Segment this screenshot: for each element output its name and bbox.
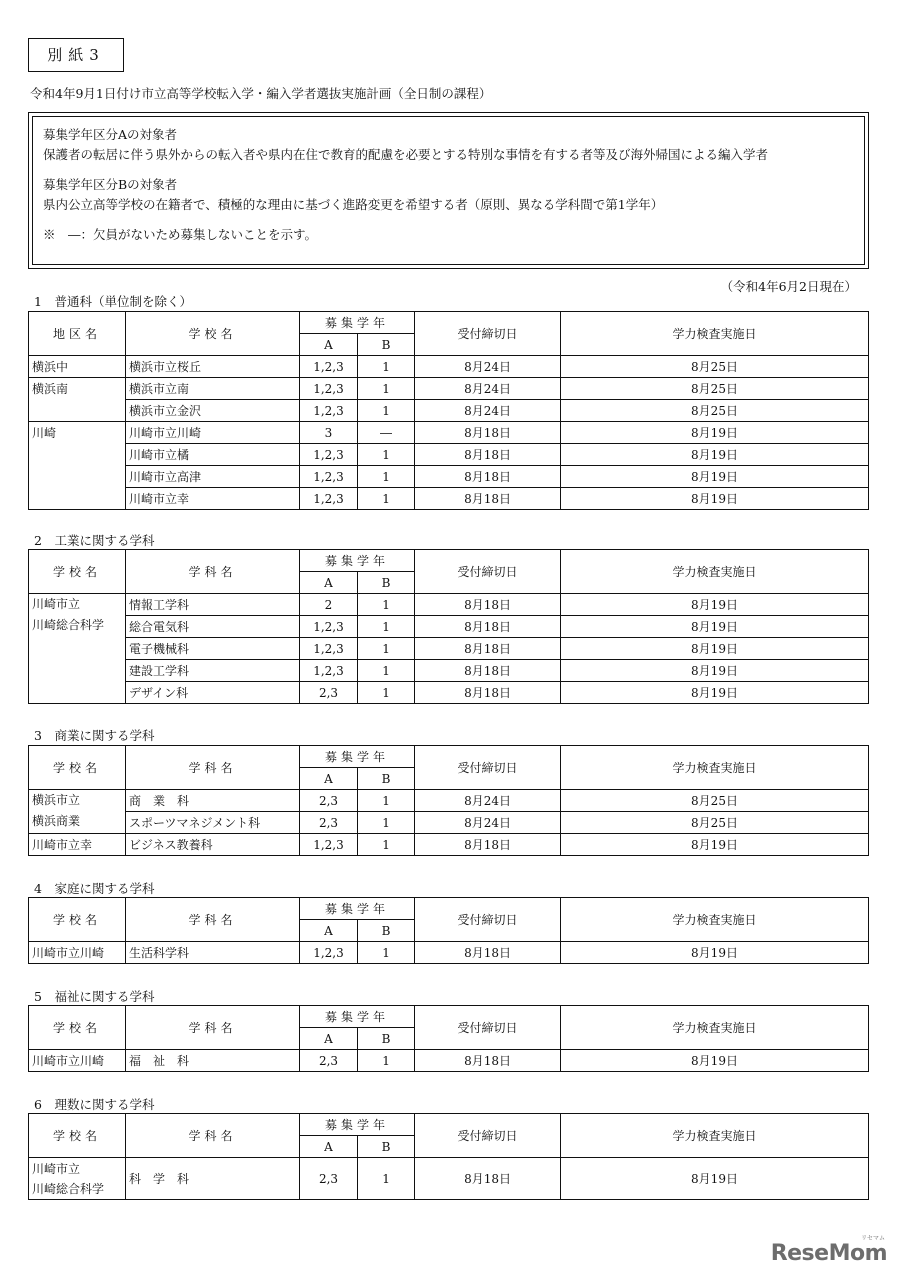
- table-row: [29, 594, 869, 616]
- area-cell: [29, 400, 126, 422]
- grade-a-cell: 1,2,3: [300, 400, 358, 422]
- header-grade-b: B: [358, 334, 415, 356]
- section-4-table: [28, 897, 869, 964]
- section-5-table: [28, 1005, 869, 1072]
- grade-a-cell: 2,3: [300, 812, 358, 834]
- grade-b-cell: 1: [358, 682, 415, 704]
- area-cell: 横浜南: [29, 378, 126, 400]
- header-deadline: 受付締切日: [415, 1006, 561, 1050]
- header-area: 地区名: [29, 312, 126, 356]
- grade-b-cell: 1: [358, 942, 415, 964]
- grade-b-cell: 1: [358, 466, 415, 488]
- logo-small-text: リセマム: [861, 1235, 885, 1242]
- department-cell: 生活科学科: [126, 942, 300, 964]
- header-grade-b: B: [358, 1028, 415, 1050]
- department-cell: ビジネス教養科: [126, 834, 300, 856]
- eligibility-notes-box: [28, 112, 869, 269]
- grade-b-cell: 1: [358, 790, 415, 812]
- table-row: [29, 356, 869, 378]
- header-grade-a: A: [300, 572, 358, 594]
- area-cell: [29, 444, 126, 466]
- category-b-heading: 募集学年区分Bの対象者: [43, 177, 178, 192]
- section-1-table: [28, 311, 869, 510]
- school-cell: [29, 790, 126, 834]
- deadline-cell: 8月18日: [415, 942, 561, 964]
- grade-b-cell: 1: [358, 834, 415, 856]
- deadline-cell: 8月24日: [415, 790, 561, 812]
- table-row: [29, 660, 869, 682]
- grade-a-cell: 1,2,3: [300, 356, 358, 378]
- deadline-cell: 8月24日: [415, 378, 561, 400]
- document-title: 令和4年9月1日付け市立高等学校転入学・編入学者選抜実施計画（全日制の課程）: [30, 86, 492, 101]
- header-school: 学校名: [29, 550, 126, 594]
- deadline-cell: 8月18日: [415, 422, 561, 444]
- header-exam-date: 学力検査実施日: [561, 1114, 869, 1158]
- school-cell: [29, 1158, 126, 1200]
- grade-a-cell: 1,2,3: [300, 942, 358, 964]
- grade-b-cell: ―: [358, 422, 415, 444]
- header-school: 学校名: [29, 1114, 126, 1158]
- header-grade-b: B: [358, 572, 415, 594]
- header-department: 学科名: [126, 898, 300, 942]
- exam-date-cell: 8月25日: [561, 812, 869, 834]
- header-grade-b: B: [358, 920, 415, 942]
- table-row: [29, 488, 869, 510]
- school-name-line: 川崎総合科学: [32, 1181, 105, 1196]
- school-name-line: 川崎総合科学: [32, 618, 105, 632]
- grade-a-cell: 1,2,3: [300, 834, 358, 856]
- table-row: [29, 682, 869, 704]
- table-row: [29, 444, 869, 466]
- header-grade-a: A: [300, 1136, 358, 1158]
- header-grade: 募集学年: [300, 1114, 415, 1136]
- department-cell: スポーツマネジメント科: [126, 812, 300, 834]
- school-cell: 横浜市立桜丘: [126, 356, 300, 378]
- header-deadline: 受付締切日: [415, 746, 561, 790]
- department-cell: 建設工学科: [126, 660, 300, 682]
- header-deadline: 受付締切日: [415, 1114, 561, 1158]
- exam-date-cell: 8月19日: [561, 594, 869, 616]
- header-grade-a: A: [300, 334, 358, 356]
- grade-a-cell: 1,2,3: [300, 638, 358, 660]
- table-row: [29, 790, 869, 812]
- as-of-date: （令和4年6月2日現在）: [720, 279, 857, 294]
- deadline-cell: 8月18日: [415, 616, 561, 638]
- school-cell: 川崎市立川崎: [29, 942, 126, 964]
- school-cell: 横浜市立南: [126, 378, 300, 400]
- header-department: 学科名: [126, 746, 300, 790]
- header-grade: 募集学年: [300, 746, 415, 768]
- grade-b-cell: 1: [358, 400, 415, 422]
- table-row: [29, 422, 869, 444]
- exam-date-cell: 8月19日: [561, 942, 869, 964]
- department-cell: 電子機械科: [126, 638, 300, 660]
- header-grade-a: A: [300, 920, 358, 942]
- category-b-text: 県内公立高等学校の在籍者で、積極的な理由に基づく進路変更を希望する者（原則、異なる学科間で第1学年）: [43, 197, 664, 212]
- grade-a-cell: 3: [300, 422, 358, 444]
- table-row: [29, 466, 869, 488]
- section-3-table: [28, 745, 869, 856]
- section-3-title: 3 商業に関する学科: [34, 728, 155, 743]
- department-cell: 総合電気科: [126, 616, 300, 638]
- area-cell: 川崎: [29, 422, 126, 444]
- resemom-logo: [770, 1235, 887, 1266]
- section-5-title: 5 福祉に関する学科: [34, 989, 155, 1004]
- deadline-cell: 8月18日: [415, 466, 561, 488]
- category-a-text: 保護者の転居に伴う県外からの転入者や県内在住で教育的配慮を必要とする特別な事情を有する者等及び海外帰国による編入学者: [43, 147, 769, 162]
- grade-b-cell: 1: [358, 1158, 415, 1200]
- section-6-table: [28, 1113, 869, 1200]
- table-row: [29, 1050, 869, 1072]
- school-cell: [29, 594, 126, 704]
- school-name-line: 横浜商業: [32, 814, 81, 828]
- table-row: [29, 616, 869, 638]
- deadline-cell: 8月18日: [415, 488, 561, 510]
- header-school: 学校名: [29, 1006, 126, 1050]
- department-cell: 科 学 科: [126, 1158, 300, 1200]
- table-row: [29, 378, 869, 400]
- grade-b-cell: 1: [358, 444, 415, 466]
- department-cell: デザイン科: [126, 682, 300, 704]
- school-cell: 川崎市立幸: [126, 488, 300, 510]
- exam-date-cell: 8月19日: [561, 638, 869, 660]
- exam-date-cell: 8月25日: [561, 356, 869, 378]
- school-cell: 川崎市立川崎: [126, 422, 300, 444]
- grade-a-cell: 1,2,3: [300, 444, 358, 466]
- header-grade-b: B: [358, 768, 415, 790]
- department-cell: 福 祉 科: [126, 1050, 300, 1072]
- grade-b-cell: 1: [358, 660, 415, 682]
- area-cell: 横浜中: [29, 356, 126, 378]
- deadline-cell: 8月18日: [415, 1158, 561, 1200]
- grade-a-cell: 2,3: [300, 790, 358, 812]
- grade-b-cell: 1: [358, 594, 415, 616]
- header-school: 学校名: [29, 746, 126, 790]
- deadline-cell: 8月18日: [415, 444, 561, 466]
- school-name-line: 川崎市立: [32, 1161, 81, 1176]
- grade-a-cell: 1,2,3: [300, 466, 358, 488]
- header-grade: 募集学年: [300, 1006, 415, 1028]
- header-deadline: 受付締切日: [415, 550, 561, 594]
- exam-date-cell: 8月19日: [561, 616, 869, 638]
- area-cell: [29, 488, 126, 510]
- header-school: 学校名: [126, 312, 300, 356]
- eligibility-notes-inner: [32, 116, 865, 265]
- exam-date-cell: 8月19日: [561, 444, 869, 466]
- grade-a-cell: 1,2,3: [300, 616, 358, 638]
- exam-date-cell: 8月19日: [561, 466, 869, 488]
- school-cell: 川崎市立橘: [126, 444, 300, 466]
- header-grade: 募集学年: [300, 312, 415, 334]
- table-row: [29, 638, 869, 660]
- table-row: [29, 1158, 869, 1200]
- exam-date-cell: 8月19日: [561, 660, 869, 682]
- grade-b-cell: 1: [358, 638, 415, 660]
- header-department: 学科名: [126, 1006, 300, 1050]
- grade-b-cell: 1: [358, 812, 415, 834]
- department-cell: 情報工学科: [126, 594, 300, 616]
- header-exam-date: 学力検査実施日: [561, 1006, 869, 1050]
- section-1-title: 1 普通科（単位制を除く）: [34, 294, 192, 309]
- category-a-heading: 募集学年区分Aの対象者: [43, 127, 178, 142]
- department-cell: 商 業 科: [126, 790, 300, 812]
- exam-date-cell: 8月19日: [561, 488, 869, 510]
- school-cell: 川崎市立幸: [29, 834, 126, 856]
- deadline-cell: 8月18日: [415, 1050, 561, 1072]
- logo-text: ReseMom: [770, 1241, 887, 1266]
- header-grade: 募集学年: [300, 550, 415, 572]
- grade-b-cell: 1: [358, 488, 415, 510]
- exam-date-cell: 8月25日: [561, 790, 869, 812]
- exam-date-cell: 8月25日: [561, 400, 869, 422]
- header-grade-a: A: [300, 768, 358, 790]
- header-department: 学科名: [126, 1114, 300, 1158]
- school-name-line: 川崎市立: [32, 597, 81, 611]
- table-row: [29, 942, 869, 964]
- table-row: [29, 400, 869, 422]
- deadline-cell: 8月18日: [415, 834, 561, 856]
- grade-b-cell: 1: [358, 1050, 415, 1072]
- exam-date-cell: 8月19日: [561, 1158, 869, 1200]
- area-cell: [29, 466, 126, 488]
- header-exam-date: 学力検査実施日: [561, 746, 869, 790]
- annex-label: 別紙3: [28, 38, 124, 72]
- grade-a-cell: 1,2,3: [300, 378, 358, 400]
- grade-a-cell: 2,3: [300, 682, 358, 704]
- section-4-title: 4 家庭に関する学科: [34, 881, 155, 896]
- header-department: 学科名: [126, 550, 300, 594]
- deadline-cell: 8月18日: [415, 594, 561, 616]
- header-deadline: 受付締切日: [415, 898, 561, 942]
- exam-date-cell: 8月19日: [561, 422, 869, 444]
- deadline-cell: 8月24日: [415, 812, 561, 834]
- header-exam-date: 学力検査実施日: [561, 898, 869, 942]
- grade-a-cell: 2: [300, 594, 358, 616]
- table-row: [29, 812, 869, 834]
- deadline-cell: 8月24日: [415, 400, 561, 422]
- grade-b-cell: 1: [358, 378, 415, 400]
- exam-date-cell: 8月19日: [561, 682, 869, 704]
- grade-a-cell: 1,2,3: [300, 660, 358, 682]
- exam-date-cell: 8月19日: [561, 834, 869, 856]
- deadline-cell: 8月24日: [415, 356, 561, 378]
- section-2-table: [28, 549, 869, 704]
- header-deadline: 受付締切日: [415, 312, 561, 356]
- grade-a-cell: 1,2,3: [300, 488, 358, 510]
- header-grade-a: A: [300, 1028, 358, 1050]
- grade-b-cell: 1: [358, 356, 415, 378]
- school-name-line: 横浜市立: [32, 793, 81, 807]
- school-cell: 横浜市立金沢: [126, 400, 300, 422]
- section-2-title: 2 工業に関する学科: [34, 533, 155, 548]
- header-exam-date: 学力検査実施日: [561, 312, 869, 356]
- school-cell: 川崎市立川崎: [29, 1050, 126, 1072]
- section-6-title: 6 理数に関する学科: [34, 1097, 155, 1112]
- header-grade-b: B: [358, 1136, 415, 1158]
- header-exam-date: 学力検査実施日: [561, 550, 869, 594]
- dash-mark-note: ※ ―：欠員がないため募集しないことを示す。: [43, 227, 318, 242]
- exam-date-cell: 8月25日: [561, 378, 869, 400]
- school-cell: 川崎市立高津: [126, 466, 300, 488]
- exam-date-cell: 8月19日: [561, 1050, 869, 1072]
- header-school: 学校名: [29, 898, 126, 942]
- grade-a-cell: 2,3: [300, 1050, 358, 1072]
- deadline-cell: 8月18日: [415, 660, 561, 682]
- grade-a-cell: 2,3: [300, 1158, 358, 1200]
- deadline-cell: 8月18日: [415, 682, 561, 704]
- header-grade: 募集学年: [300, 898, 415, 920]
- deadline-cell: 8月18日: [415, 638, 561, 660]
- table-row: [29, 834, 869, 856]
- grade-b-cell: 1: [358, 616, 415, 638]
